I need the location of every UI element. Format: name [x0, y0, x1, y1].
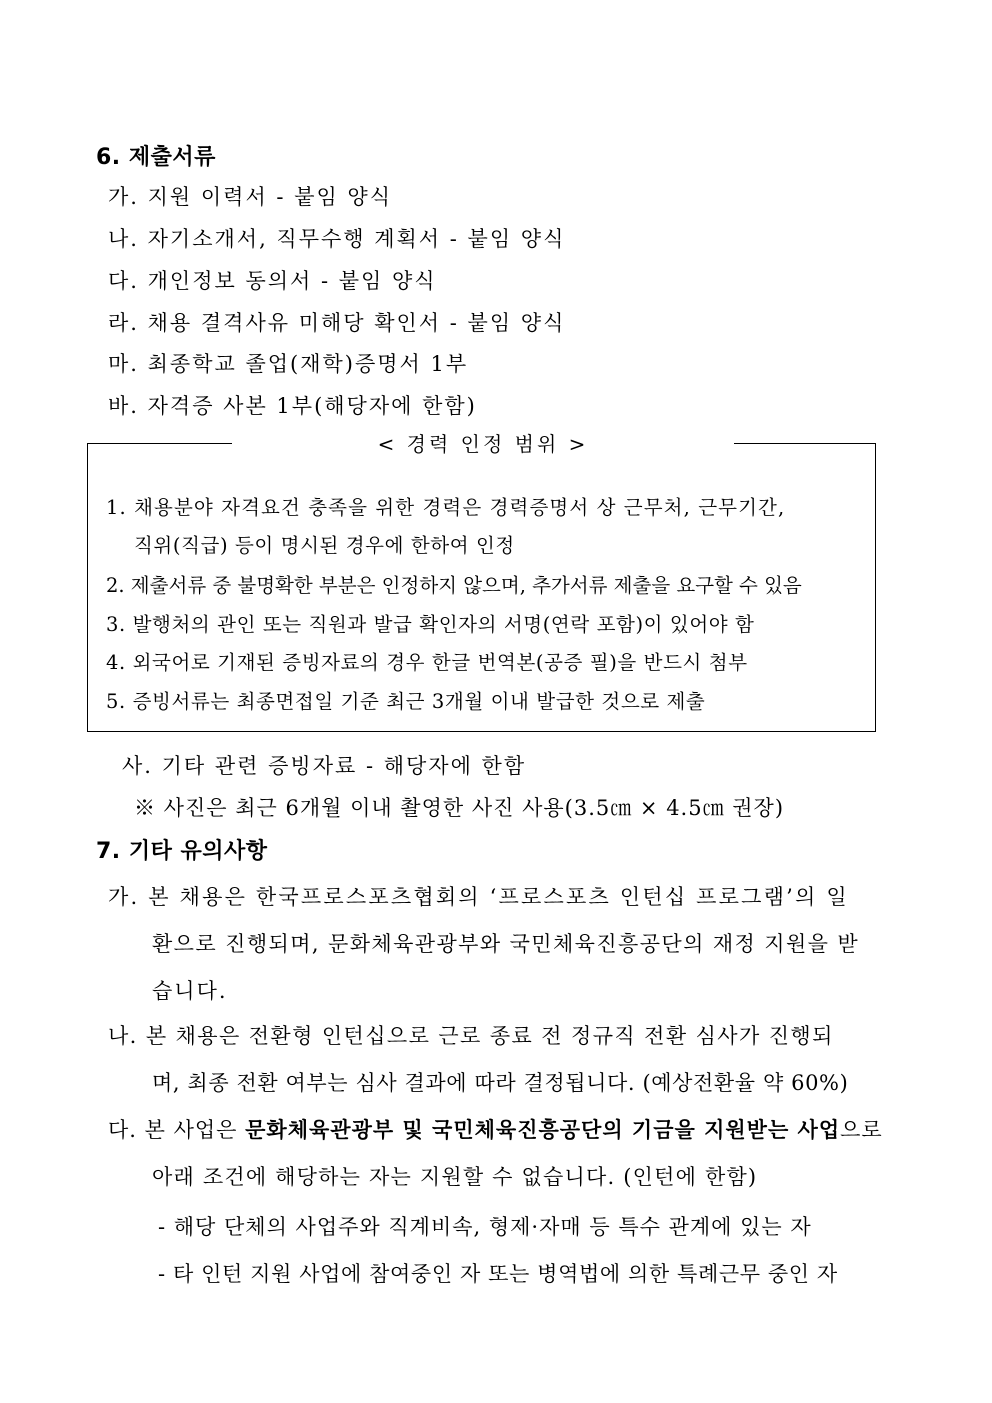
list-item-continuation: 아래 조건에 해당하는 자는 지원할 수 없습니다. (인턴에 한함) [152, 1165, 758, 1189]
section-7-title: 7. 기타 유의사항 [96, 839, 268, 864]
dash-item: - 타 인턴 지원 사업에 참여중인 자 또는 병역법에 의한 특례근무 중인 자 [158, 1262, 838, 1286]
list-item-continuation: 환으로 진행되며, 문화체육관광부와 국민체육진흥공단의 재정 지원을 받 [152, 932, 860, 956]
career-box-line: 1. 채용분야 자격요건 충족을 위한 경력은 경력증명서 상 근무처, 근무기간, [106, 496, 786, 519]
dash-item: - 해당 단체의 사업주와 직계비속, 형제·자매 등 특수 관계에 있는 자 [158, 1215, 812, 1239]
list-item: 마. 최종학교 졸업(재학)증명서 1부 [108, 352, 469, 376]
career-box-line: 2. 제출서류 중 불명확한 부분은 인정하지 않으며, 추가서류 제출을 요구할 수 있음 [106, 574, 802, 597]
list-item-continuation: 습니다. [152, 979, 228, 1003]
list-item: 나. 본 채용은 전환형 인턴십으로 근로 종료 전 정규직 전환 심사가 진행되 [108, 1024, 834, 1048]
list-item-suffix: 으로 [840, 1118, 883, 1142]
funding-emphasis: 문화체육관광부 및 국민체육진흥공단의 기금을 지원받는 사업 [245, 1117, 841, 1142]
list-item: 라. 채용 결격사유 미해당 확인서 - 붙임 양식 [108, 311, 566, 335]
career-box-line: 직위(직급) 등이 명시된 경우에 한하여 인정 [134, 534, 515, 557]
list-item: 나. 자기소개서, 직무수행 계획서 - 붙임 양식 [108, 227, 566, 251]
list-item: 다. 개인정보 동의서 - 붙임 양식 [108, 269, 437, 293]
list-item: 가. 지원 이력서 - 붙임 양식 [108, 185, 393, 209]
career-box-line: 4. 외국어로 기재된 증빙자료의 경우 한글 번역본(공증 필)을 반드시 첨부 [106, 651, 748, 674]
list-item-continuation: 며, 최종 전환 여부는 심사 결과에 따라 결정됩니다. (예상전환율 약 60%) [152, 1071, 849, 1095]
list-item: 사. 기타 관련 증빙자료 - 해당자에 한함 [122, 754, 527, 778]
career-box-line: 3. 발행처의 관인 또는 직원과 발급 확인자의 서명(연락 포함)이 있어야 함 [106, 613, 755, 636]
list-item [108, 1114, 883, 1144]
career-box-title: < 경력 인정 범위 > [232, 429, 734, 459]
photo-note: ※ 사진은 최근 6개월 이내 촬영한 사진 사용(3.5㎝ × 4.5㎝ 권장) [134, 796, 785, 820]
career-box-line: 5. 증빙서류는 최종면접일 기준 최근 3개월 이내 발급한 것으로 제출 [106, 690, 706, 713]
list-item: 가. 본 채용은 한국프로스포츠협회의 ‘프로스포츠 인턴십 프로그램’의 일 [108, 885, 849, 909]
list-item: 바. 자격증 사본 1부(해당자에 한함) [108, 394, 477, 418]
section-6-title: 6. 제출서류 [96, 145, 216, 170]
list-item-prefix: 다. 본 사업은 [108, 1118, 246, 1142]
